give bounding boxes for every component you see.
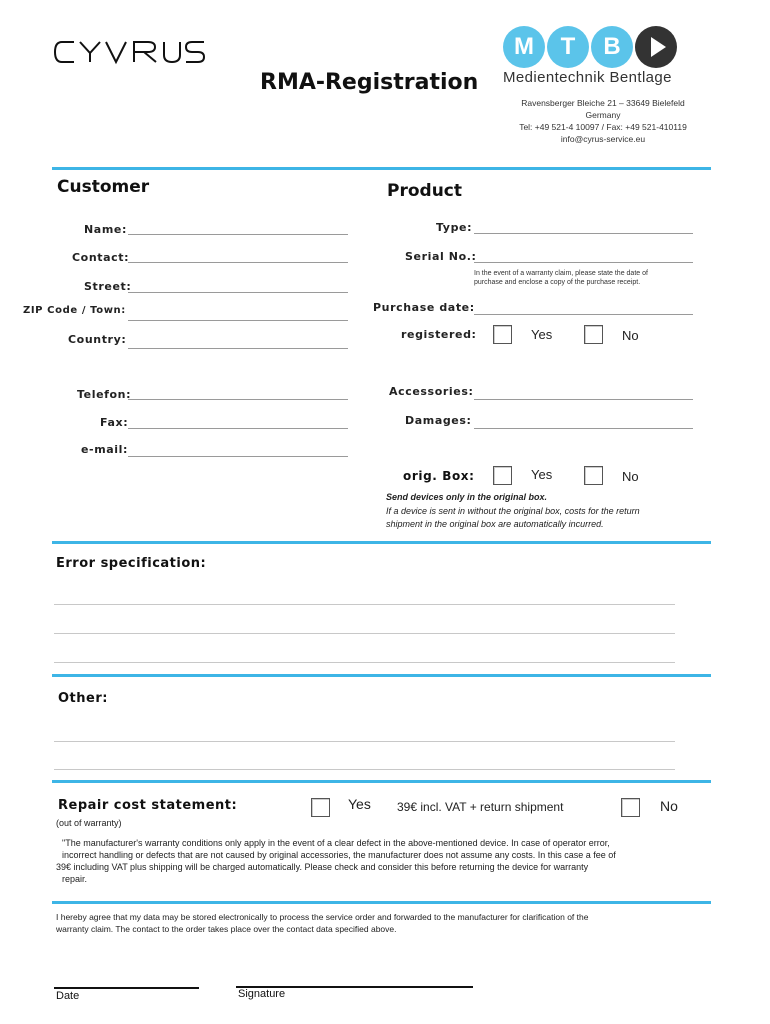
contact-field[interactable]	[128, 262, 348, 263]
repair-footnote-2: incorrect handling or defects that are not caused by original accessories, the manufacturer does not assume any costs. In this case a fee of	[62, 850, 616, 860]
orig-box-label: orig. Box:	[403, 469, 475, 483]
page-title: RMA-Registration	[260, 70, 479, 95]
repair-heading: Repair cost statement:	[58, 798, 238, 813]
box-note-bold: Send devices only in the original box.	[386, 492, 548, 502]
address-line-3: Tel: +49 521-4 10097 / Fax: +49 521-410119	[519, 122, 687, 132]
mtb-circle-t: T	[547, 26, 589, 68]
zip-town-field[interactable]	[128, 320, 348, 321]
repair-footnote-3: 39€ including VAT plus shipping will be charged automatically. Please check and consider this before returning the device for warranty	[56, 862, 589, 872]
registered-label: registered:	[401, 328, 477, 341]
orig-box-no-checkbox[interactable]	[584, 466, 603, 485]
damages-field[interactable]	[474, 428, 693, 429]
street-field[interactable]	[128, 292, 348, 293]
registered-yes-checkbox[interactable]	[493, 325, 512, 344]
rule-error	[52, 541, 711, 544]
signature-label: Signature	[238, 988, 286, 1000]
mtb-name: Medientechnik Bentlage	[503, 69, 672, 86]
repair-sub: (out of warranty)	[56, 818, 122, 828]
repair-footnote-1: "The manufacturer's warranty conditions only apply in the event of a clear defect in the above-mentioned device. In case of operator error,	[62, 838, 610, 848]
accessories-label: Accessories:	[389, 385, 474, 398]
other-line-1[interactable]	[54, 741, 675, 742]
error-spec-line-3[interactable]	[54, 662, 675, 663]
warranty-note-2: purchase and enclose a copy of the purchase receipt.	[474, 279, 641, 286]
name-field[interactable]	[128, 234, 348, 235]
registered-yes-label: Yes	[531, 327, 553, 342]
mtb-logo	[503, 26, 713, 88]
rule-repair	[52, 780, 711, 783]
telefon-label: Telefon:	[77, 388, 132, 401]
play-icon	[635, 26, 677, 68]
serial-field[interactable]	[474, 262, 693, 263]
repair-no-checkbox[interactable]	[621, 798, 640, 817]
customer-heading: Customer	[57, 177, 150, 197]
other-line-2[interactable]	[54, 769, 675, 770]
rule-other	[52, 674, 711, 677]
registered-no-checkbox[interactable]	[584, 325, 603, 344]
country-label: Country:	[68, 333, 127, 346]
purchase-date-label: Purchase date:	[373, 301, 475, 314]
name-label: Name:	[84, 223, 127, 236]
address-line-4: info@cyrus-service.eu	[560, 134, 646, 144]
accessories-field[interactable]	[474, 399, 693, 400]
repair-footnote-4: repair.	[62, 874, 88, 884]
repair-yes-checkbox[interactable]	[311, 798, 330, 817]
registered-no-label: No	[622, 328, 639, 343]
other-heading: Other:	[58, 691, 108, 706]
contact-label: Contact:	[72, 251, 130, 264]
date-label: Date	[56, 990, 80, 1002]
fax-field[interactable]	[128, 428, 348, 429]
mtb-circle-b: B	[591, 26, 633, 68]
zip-town-label: ZIP Code / Town:	[23, 305, 126, 316]
warranty-note-1: In the event of a warranty claim, please state the date of	[474, 270, 648, 277]
address-line-1: Ravensberger Bleiche 21 – 33649 Bielefeld	[521, 98, 685, 108]
cyrus-logo	[52, 36, 208, 68]
orig-box-yes-checkbox[interactable]	[493, 466, 512, 485]
mtb-circle-m: M	[503, 26, 545, 68]
box-note-2: shipment in the original box are automatically incurred.	[386, 519, 604, 529]
repair-no-label: No	[660, 798, 678, 814]
error-spec-line-1[interactable]	[54, 604, 675, 605]
product-heading: Product	[387, 181, 462, 201]
repair-yes-label: Yes	[348, 796, 371, 812]
box-note-1: If a device is sent in without the original box, costs for the return	[386, 506, 640, 516]
email-field[interactable]	[128, 456, 348, 457]
country-field[interactable]	[128, 348, 348, 349]
purchase-date-field[interactable]	[474, 314, 693, 315]
damages-label: Damages:	[405, 414, 472, 427]
repair-price: 39€ incl. VAT + return shipment	[397, 800, 564, 814]
rule-consent	[52, 901, 711, 904]
street-label: Street:	[84, 280, 132, 293]
email-label: e-mail:	[81, 443, 129, 456]
consent-line-1: I hereby agree that my data may be stored electronically to process the service order and forwarded to the manufacturer for clarification of the	[56, 912, 589, 922]
address-line-2: Germany	[585, 110, 621, 120]
error-spec-line-2[interactable]	[54, 633, 675, 634]
consent-line-2: warranty claim. The contact to the order takes place over the contact data specified above.	[56, 924, 397, 934]
error-spec-heading: Error specification:	[56, 556, 207, 571]
fax-label: Fax:	[100, 416, 129, 429]
serial-label: Serial No.:	[405, 250, 477, 263]
orig-box-yes-label: Yes	[531, 467, 553, 482]
type-field[interactable]	[474, 233, 693, 234]
telefon-field[interactable]	[128, 399, 348, 400]
top-rule	[52, 167, 711, 170]
orig-box-no-label: No	[622, 469, 639, 484]
type-label: Type:	[436, 221, 473, 234]
date-line[interactable]	[54, 987, 199, 989]
